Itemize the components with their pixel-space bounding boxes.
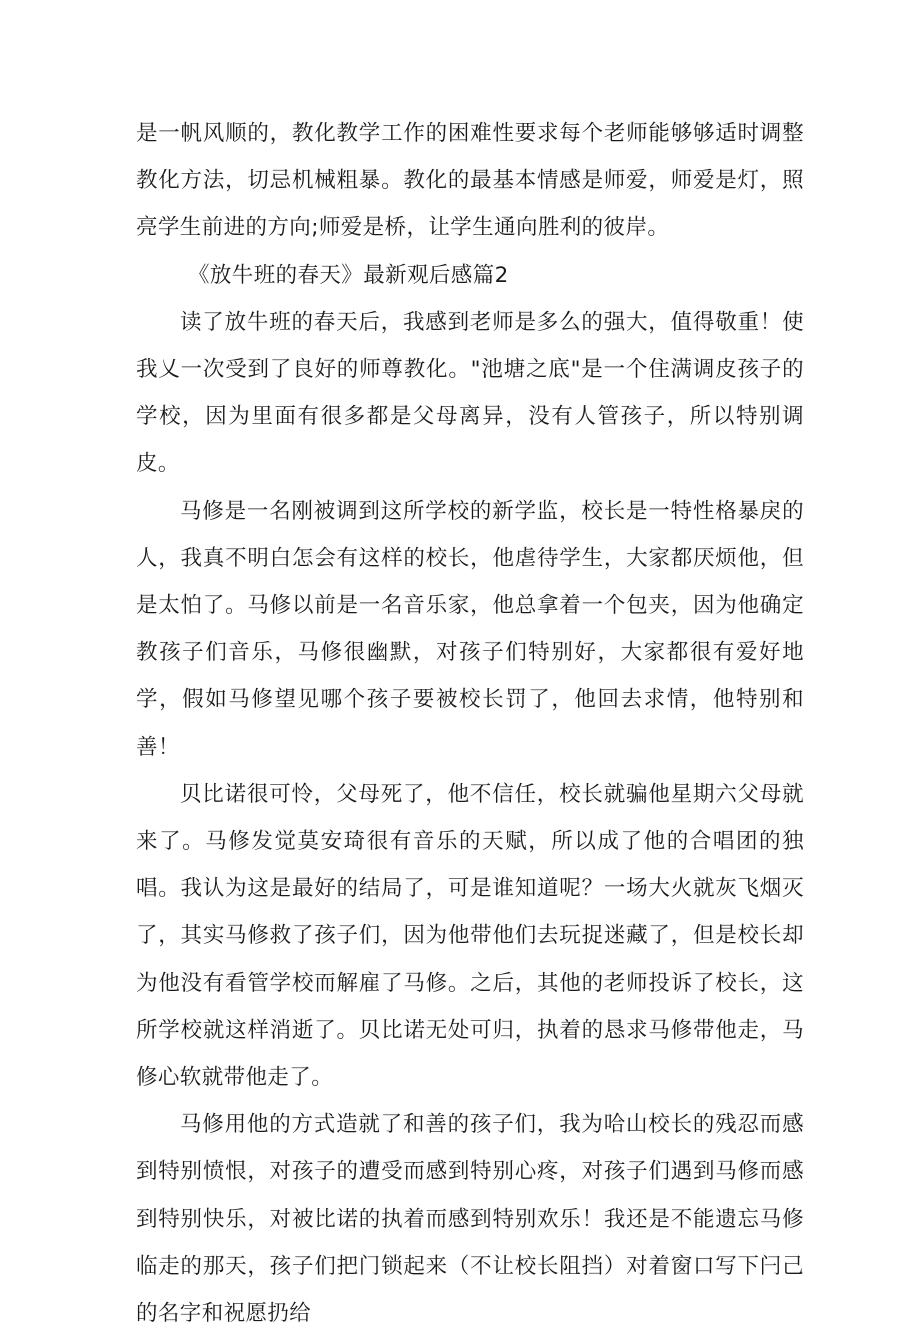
paragraph-1: 读了放牛班的春天后，我感到老师是多么的强大，值得敬重！使我乂一次受到了良好的师尊教化。"池塘之底"是一个住满调皮孩子的学校，因为里面有很多都是父母离异，没有人管孩子，所以特别调皮。 [136,309,804,477]
paragraph-4: 马修用他的方式造就了和善的孩子们，我为哈山校长的残忍而感到特别愤恨，对孩子的遭受而感到特别心疼，对孩子们遇到马修而感到特别快乐，对被比诺的执着而感到特别欢乐！我还是不能遗忘马修临走的那天，孩子们把门锁起来（不让校长阻挡）对着窗口写下闩己的名字和祝愿扔给 [136,1112,804,1327]
document-body [136,110,804,1337]
section-heading: 《放牛班的春天》最新观后感篇2 [188,262,509,288]
paragraph-intro: 是一帆风顺的，教化教学工作的困难性要求每个老师能够够适时调整教化方法，切忌机械粗暴。教化的最基本情感是师爱，师爱是灯，照亮学生前进的方向;师爱是桥，让学生通向胜利的彼岸。 [136,121,804,241]
paragraph-2: 马修是一名刚被调到这所学校的新学监，校长是一特性格暴戾的人，我真不明白怎会有这样的校长，他虐待学生，大家都厌烦他，但是太怕了。马修以前是一名音乐家，他总拿着一个包夹，因为他确定教孩子们音乐，马修很幽默，对孩子们特别好，大家都很有爱好地学，假如马修望见哪个孩子要被校长罚了，他回去求情，他特别和善！ [136,498,804,760]
paragraph-3: 贝比诺很可怜，父母死了，他不信任，校长就骗他星期六父母就来了。马修发觉莫安琦很有音乐的天赋，所以成了他的合唱团的独唱。我认为这是最好的结局了，可是谁知道呢？一场大火就灰飞烟灭了，其实马修救了孩子们，因为他带他们去玩捉迷藏了，但是校长却为他没有看管学校而解雇了马修。之后，其他的老师投诉了校长，这所学校就这样消逝了。贝比诺无处可归，执着的恳求马修带他走，马修心软就带他走了。 [136,781,804,1091]
